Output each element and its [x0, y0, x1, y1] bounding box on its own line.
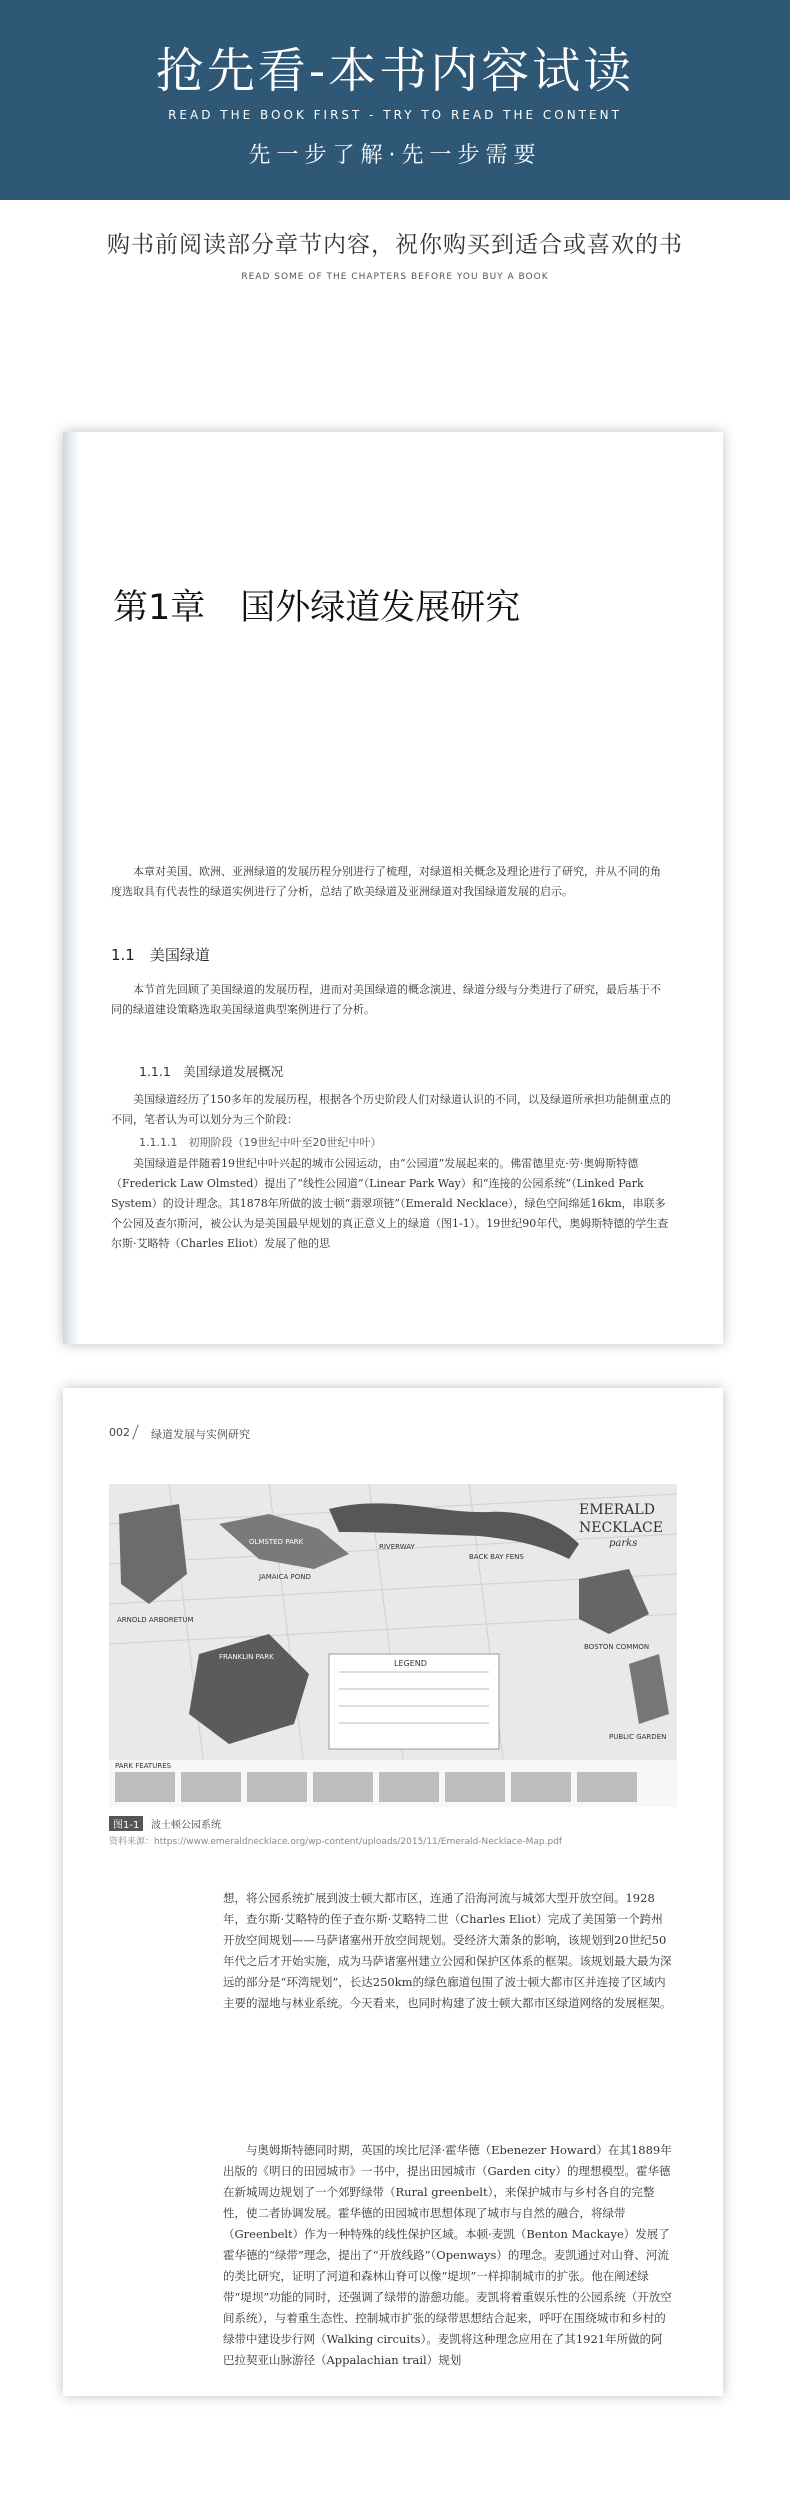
emerald-necklace-map — [109, 1484, 677, 1807]
map-label-garden: PUBLIC GARDEN — [609, 1733, 667, 1741]
figure-caption: 波士顿公园系统 — [151, 1820, 221, 1831]
top-banner — [0, 0, 790, 200]
map-title-line3: parks — [609, 1538, 638, 1549]
map-label-riverway: RIVERWAY — [379, 1543, 415, 1551]
map-label-olmsted: OLMSTED PARK — [249, 1538, 304, 1546]
body-paragraph-2: 与奥姆斯特德同时期，英国的埃比尼泽·霍华德（Ebenezer Howard）在其1889年出版的《明日的田园城市》一书中，提出田园城市（Garden city）的理想模型。霍华德在新城周边规划了一个郊野绿带（Rural greenbelt），来保护城市与乡村各自的完整性，使二者协调发展。霍华德的田园城市思想体现了城市与自然的融合，将绿带（Greenbelt）作为一种特殊的线性保护区域。本顿·麦凯（Benton Mackaye）发展了霍华德的“绿带”理念，提出了“开放线路”（Openways）的理念。麦凯通过对山脊、河流的类比研究，证明了河道和森林山脊可以像“堤坝”一样抑制城市的扩张。他在阐述绿带“堤坝”功能的同时，还强调了绿带的游憩功能。麦凯将着重娱乐性的公园系统（开放空间系统），与着重生态性、控制城市扩张的绿带思想结合起来，呼吁在围绕城市和乡村的绿带中建设步行网（Walking circuits）。麦凯将这种理念应用在了其1921年所做的阿巴拉契亚山脉游径（Appalachian trail）规划 — [223, 2143, 672, 2367]
intro-text: 购书前阅读部分章节内容，祝你购买到适合或喜欢的书 — [107, 232, 683, 258]
banner-slogan: 先一步了解·先一步需要 — [248, 143, 542, 168]
map-legend-title: LEGEND — [394, 1659, 427, 1668]
map-features-title: PARK FEATURES — [115, 1762, 172, 1770]
map-label-franklin: FRANKLIN PARK — [219, 1653, 274, 1661]
map-graphic — [109, 1484, 677, 1807]
page-spine-shadow — [63, 432, 79, 1344]
chapter-intro-paragraph: 本章对美国、欧洲、亚洲绿道的发展历程分别进行了梳理，对绿道相关概念及理论进行了研究，并从不同的角度选取具有代表性的绿道实例进行了分析，总结了欧美绿道及亚洲绿道对我国绿道发展的启示。 — [111, 865, 661, 898]
page-number: 002 — [109, 1426, 130, 1439]
header-divider — [132, 1424, 138, 1439]
stage-paragraph: 美国绿道是伴随着19世纪中叶兴起的城市公园运动，由“公园道”发展起来的。佛雷德里克·劳·奥姆斯特德（Frederick Law Olmsted）提出了“线性公园道”（Linear Park Way）和“连接的公园系统”（Linked Park System）的设计理念。其1878年所做的波士顿“翡翠项链”（Emerald Necklace），绿色空间绵延16km，串联多个公园及查尔斯河，被公认为是美国最早规划的真正意义上的绿道（图1-1）。19世纪90年代，奥姆斯特德的学生查尔斯·艾略特（Charles Eliot）发展了他的思 — [111, 1157, 669, 1250]
banner-subtitle: READ THE BOOK FIRST - TRY TO READ THE CONTENT — [168, 108, 622, 122]
book-page-1 — [63, 432, 723, 1344]
subsection-heading: 1.1.1 美国绿道发展概况 — [139, 1064, 284, 1079]
map-label-common: BOSTON COMMON — [584, 1643, 650, 1651]
chapter-title: 第1章 国外绿道发展研究 — [113, 588, 521, 628]
section-heading: 1.1 美国绿道 — [111, 946, 210, 964]
stage-heading: 1.1.1.1 初期阶段（19世纪中叶至20世纪中叶） — [139, 1136, 382, 1149]
banner-title: 抢先看-本书内容试读 — [155, 43, 635, 99]
book-page-2 — [63, 1388, 723, 2396]
intro-subtext: READ SOME OF THE CHAPTERS BEFORE YOU BUY A BOOK — [241, 272, 549, 282]
running-header-title: 绿道发展与实例研究 — [151, 1428, 250, 1441]
map-label-arnold: ARNOLD ARBORETUM — [117, 1616, 194, 1624]
figure-source: 资料来源：https://www.emeraldnecklace.org/wp-content/uploads/2015/11/Emerald-Necklace-Map.pdf — [109, 1837, 563, 1847]
body-paragraph-1: 想，将公园系统扩展到波士顿大都市区，连通了沿海河流与城郊大型开放空间。1928年，查尔斯·艾略特的侄子查尔斯·艾略特二世（Charles Eliot）完成了美国第一个跨州开放空间规划——马萨诸塞州开放空间规划。受经济大萧条的影响，该规划到20世纪50年代之后才开始实施，成为马萨诸塞州建立公园和保护区体系的框架。该规划最大最为深远的部分是“环湾规划”，长达250km的绿色廊道包围了波士顿大都市区并连接了区域内主要的湿地与林业系统。今天看来，也同时构建了波士顿大都市区绿道网络的发展框架。 — [223, 1891, 672, 2010]
figure-tag: 图1-1 — [109, 1816, 143, 1831]
map-label-jamaica: JAMAICA POND — [259, 1573, 311, 1581]
map-title-line2: NECKLACE — [579, 1520, 663, 1536]
map-label-fens: BACK BAY FENS — [469, 1553, 524, 1561]
section-paragraph: 本节首先回顾了美国绿道的发展历程，进而对美国绿道的概念演进、绿道分级与分类进行了研究，最后基于不同的绿道建设策略选取美国绿道典型案例进行了分析。 — [111, 983, 661, 1016]
subsection-paragraph: 美国绿道经历了150多年的发展历程，根据各个历史阶段人们对绿道认识的不同，以及绿道所承担功能侧重点的不同，笔者认为可以划分为三个阶段： — [111, 1093, 671, 1126]
map-title-line1: EMERALD — [579, 1502, 655, 1518]
